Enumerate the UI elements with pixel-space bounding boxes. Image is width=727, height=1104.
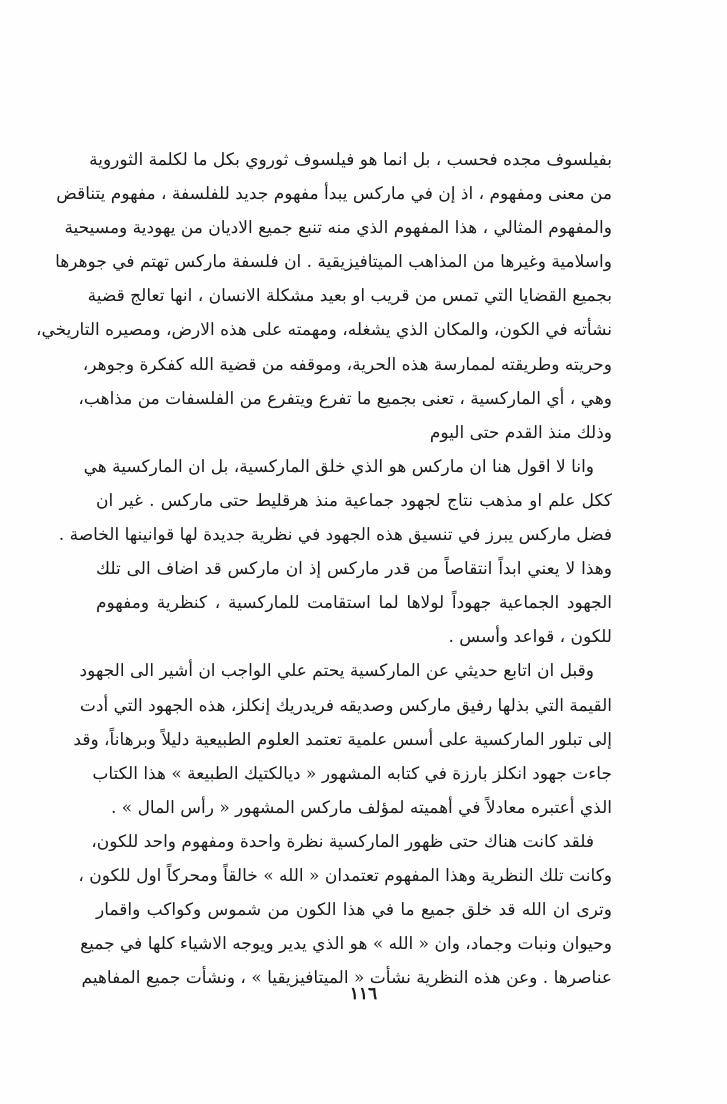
text-line: وهي ، أي الماركسية ، تعنى بجميع ما تفرع ويتفرع من الفلسفات من مذاهب، (78, 388, 612, 409)
text-line: من معنى ومفهوم ، اذ إن في ماركس يبدأ مفهوم جديد للفلسفة ، مفهوم يتناقض (56, 184, 612, 205)
body-text (35, 143, 612, 995)
text-line: فضل ماركس يبرز في تنسيق هذه الجهود في نظرية جديدة لها قوانينها الخاصة . (58, 525, 612, 546)
text-line: للكون ، قواعد وأسس . (448, 627, 612, 648)
text-line: عناصرها . وعن هذه النظرية نشأت « الميتافيزيقيا » ، ونشأت جميع المفاهيم (81, 968, 612, 989)
text-line: نشأته في الكون، والمكان الذي يشغله، ومهمته على هذه الارض، ومصيره التاريخي، (35, 320, 612, 341)
text-line: بجميع القضايا التي تمس من قريب او بعيد مشكلة الانسان ، انها تعالج قضية (87, 286, 612, 307)
text-line: والمفهوم المثالي ، هذا المفهوم الذي منه تنبع جميع الاديان من يهودية ومسيحية (64, 218, 612, 239)
text-line: بفيلسوف مجده فحسب ، بل انما هو فيلسوف ثوروي بكل ما لكلمة الثوروية (89, 150, 612, 170)
page-number: ١١٦ (349, 984, 378, 1004)
text-line: الذي أعتبره معادلاً في أهميته لمؤلف ماركس المشهور « رأس المال » . (110, 797, 612, 818)
text-line: واسلامية وغيرها من المذاهب الميتافيزيقية . ان فلسفة ماركس تهتم في جوهرها (55, 252, 612, 273)
text-line: وهذا لا يعني ابداً انتقاصاً من قدر ماركس إذ ان ماركس قد اضاف الى تلك (96, 559, 612, 580)
text-line: جاءت جهود انكلز بارزة في كتابه المشهور « ديالكتيك الطبيعة » هذا الكتاب (92, 763, 612, 784)
text-line: إلى تبلور الماركسية على أسس علمية تعتمد العلوم الطبيعية دليلاً وبرهاناً، وقد (73, 729, 612, 750)
text-line: الجهود الجماعية جهوداً لولاها لما استقامت للماركسية ، كنظرية ومفهوم (96, 593, 612, 614)
text-line: وكانت تلك النظرية وهذا المفهوم تعتمدان « الله » خالقاً ومحركاً اول للكون ، (78, 865, 612, 886)
text-line: فلقد كانت هناك حتى ظهور الماركسية نظرة واحدة ومفهوم واحد للكون، (91, 831, 594, 852)
text-line: ككل علم او مذهب نتاج لجهود جماعية منذ هرقليط حتى ماركس . غير ان (96, 490, 612, 511)
text-line: وحريته وطريقته لممارسة هذه الحرية، وموقفه من قضية الله كفكرة وجوهر، (82, 354, 612, 375)
text-line: القيمة التي بذلها رفيق ماركس وصديقه فريدريك إنكلز، هذه الجهود التي أدت (79, 695, 612, 716)
text-line: وقبل ان اتابع حديثي عن الماركسية يحتم علي الواجب ان أشير الى الجهود (79, 661, 594, 682)
text-line: وحيوان ونبات وجماد، وان « الله » هو الذي يدير ويوجه الاشياء كلها في جميع (80, 934, 612, 955)
text-line: وانا لا اقول هنا ان ماركس هو الذي خلق الماركسية، بل ان الماركسية هي (83, 456, 594, 477)
text-line: وذلك منذ القدم حتى اليوم (429, 422, 612, 443)
text-line: وترى ان الله قد خلق جميع ما في هذا الكون من شموس وكواكب واقمار (96, 900, 612, 921)
